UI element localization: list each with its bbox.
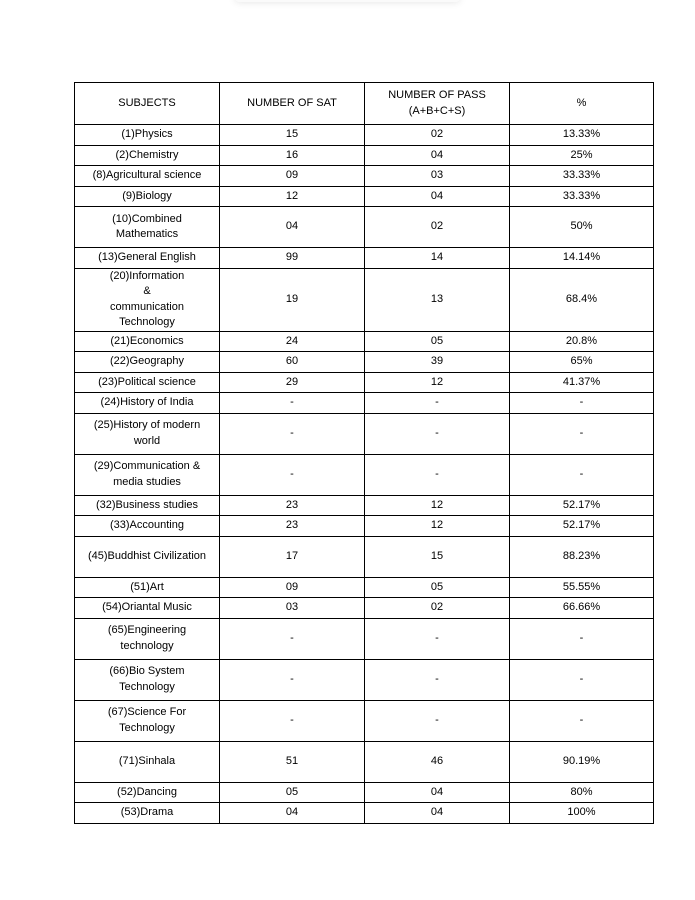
pass-cell: 46 [365, 741, 510, 782]
table-row [75, 248, 654, 269]
pass-cell: - [365, 413, 510, 454]
sat-cell: 23 [220, 516, 365, 537]
header-subjects: SUBJECTS [75, 83, 220, 125]
subject-cell: (10)Combined Mathematics [75, 207, 220, 248]
table-row [75, 454, 654, 495]
results-table [74, 82, 654, 824]
subject-cell: (2)Chemistry [75, 145, 220, 166]
sat-cell: - [220, 700, 365, 741]
sat-cell: 99 [220, 248, 365, 269]
table-row [75, 331, 654, 352]
percent-cell: 25% [510, 145, 654, 166]
sat-cell: 19 [220, 268, 365, 331]
sat-cell: 24 [220, 331, 365, 352]
sat-cell: - [220, 413, 365, 454]
subject-cell: (24)History of India [75, 393, 220, 414]
subject-cell: (33)Accounting [75, 516, 220, 537]
sat-cell: 16 [220, 145, 365, 166]
table-row [75, 741, 654, 782]
percent-cell: 66.66% [510, 598, 654, 619]
percent-cell: 52.17% [510, 495, 654, 516]
pass-cell: 04 [365, 145, 510, 166]
percent-cell: 52.17% [510, 516, 654, 537]
subject-cell: (23)Political science [75, 372, 220, 393]
sat-cell: 09 [220, 166, 365, 187]
percent-cell: 41.37% [510, 372, 654, 393]
table-row [75, 803, 654, 824]
percent-cell: 90.19% [510, 741, 654, 782]
pass-cell: 02 [365, 207, 510, 248]
sat-cell: 17 [220, 536, 365, 577]
pass-cell: 12 [365, 372, 510, 393]
pass-cell: 04 [365, 186, 510, 207]
subject-cell: (22)Geography [75, 352, 220, 373]
table-row [75, 186, 654, 207]
table-row [75, 166, 654, 187]
table-row [75, 700, 654, 741]
table-row [75, 516, 654, 537]
table-row [75, 577, 654, 598]
percent-cell: - [510, 700, 654, 741]
sat-cell: 09 [220, 577, 365, 598]
percent-cell: - [510, 413, 654, 454]
pass-cell: 02 [365, 598, 510, 619]
table-row [75, 659, 654, 700]
sat-cell: - [220, 393, 365, 414]
percent-cell: 50% [510, 207, 654, 248]
table-row [75, 372, 654, 393]
table-row [75, 598, 654, 619]
subject-cell: (29)Communication & media studies [75, 454, 220, 495]
percent-cell: - [510, 393, 654, 414]
percent-cell: 88.23% [510, 536, 654, 577]
pass-cell: 05 [365, 577, 510, 598]
sat-cell: - [220, 659, 365, 700]
table-row [75, 207, 654, 248]
subject-cell: (21)Economics [75, 331, 220, 352]
sat-cell: - [220, 618, 365, 659]
pass-cell: 39 [365, 352, 510, 373]
pass-cell: - [365, 659, 510, 700]
pass-cell: - [365, 454, 510, 495]
percent-cell: - [510, 454, 654, 495]
subject-cell: (9)Biology [75, 186, 220, 207]
percent-cell: 20.8% [510, 331, 654, 352]
table-row [75, 618, 654, 659]
pass-cell: 04 [365, 782, 510, 803]
subject-cell: (71)Sinhala [75, 741, 220, 782]
pass-cell: 02 [365, 125, 510, 146]
subject-cell: (53)Drama [75, 803, 220, 824]
table-row [75, 536, 654, 577]
subject-cell: (51)Art [75, 577, 220, 598]
table-row [75, 352, 654, 373]
sat-cell: 03 [220, 598, 365, 619]
table-row [75, 393, 654, 414]
table-row [75, 125, 654, 146]
subject-cell: (32)Business studies [75, 495, 220, 516]
subject-cell: (8)Agricultural science [75, 166, 220, 187]
header-pass-line1: NUMBER OF PASS [388, 89, 486, 101]
sat-cell: 51 [220, 741, 365, 782]
table-header-row [75, 83, 654, 125]
pass-cell: - [365, 393, 510, 414]
subject-cell: (66)Bio System Technology [75, 659, 220, 700]
sat-cell: 29 [220, 372, 365, 393]
percent-cell: 68.4% [510, 268, 654, 331]
subject-cell: (67)Science For Technology [75, 700, 220, 741]
pass-cell: 15 [365, 536, 510, 577]
subject-cell: (13)General English [75, 248, 220, 269]
sat-cell: 04 [220, 803, 365, 824]
table-row [75, 495, 654, 516]
pass-cell: 14 [365, 248, 510, 269]
header-percent: % [510, 83, 654, 125]
percent-cell: - [510, 659, 654, 700]
subject-cell: (25)History of modern world [75, 413, 220, 454]
sat-cell: 12 [220, 186, 365, 207]
subject-cell: (65)Engineering technology [75, 618, 220, 659]
subject-cell: (54)Oriantal Music [75, 598, 220, 619]
pass-cell: 03 [365, 166, 510, 187]
percent-cell: 33.33% [510, 166, 654, 187]
pass-cell: - [365, 618, 510, 659]
pass-cell: 12 [365, 516, 510, 537]
table-row [75, 145, 654, 166]
sat-cell: 05 [220, 782, 365, 803]
pass-cell: 12 [365, 495, 510, 516]
pass-cell: 13 [365, 268, 510, 331]
subject-cell: (52)Dancing [75, 782, 220, 803]
table-row [75, 413, 654, 454]
pass-cell: - [365, 700, 510, 741]
subject-cell: (45)Buddhist Civilization [75, 536, 220, 577]
percent-cell: 55.55% [510, 577, 654, 598]
percent-cell: 65% [510, 352, 654, 373]
sat-cell: - [220, 454, 365, 495]
percent-cell: 14.14% [510, 248, 654, 269]
pass-cell: 04 [365, 803, 510, 824]
header-number-of-pass [365, 83, 510, 125]
percent-cell: - [510, 618, 654, 659]
sat-cell: 15 [220, 125, 365, 146]
percent-cell: 80% [510, 782, 654, 803]
table-row [75, 268, 654, 331]
pass-cell: 05 [365, 331, 510, 352]
page-top-edge [235, 0, 460, 2]
sat-cell: 04 [220, 207, 365, 248]
subject-cell: (1)Physics [75, 125, 220, 146]
percent-cell: 100% [510, 803, 654, 824]
sat-cell: 60 [220, 352, 365, 373]
percent-cell: 13.33% [510, 125, 654, 146]
sat-cell: 23 [220, 495, 365, 516]
table-row [75, 782, 654, 803]
subject-cell: (20)Information & communication Technology [75, 268, 220, 331]
percent-cell: 33.33% [510, 186, 654, 207]
header-pass-line2: (A+B+C+S) [408, 104, 466, 117]
header-number-of-sat: NUMBER OF SAT [220, 83, 365, 125]
